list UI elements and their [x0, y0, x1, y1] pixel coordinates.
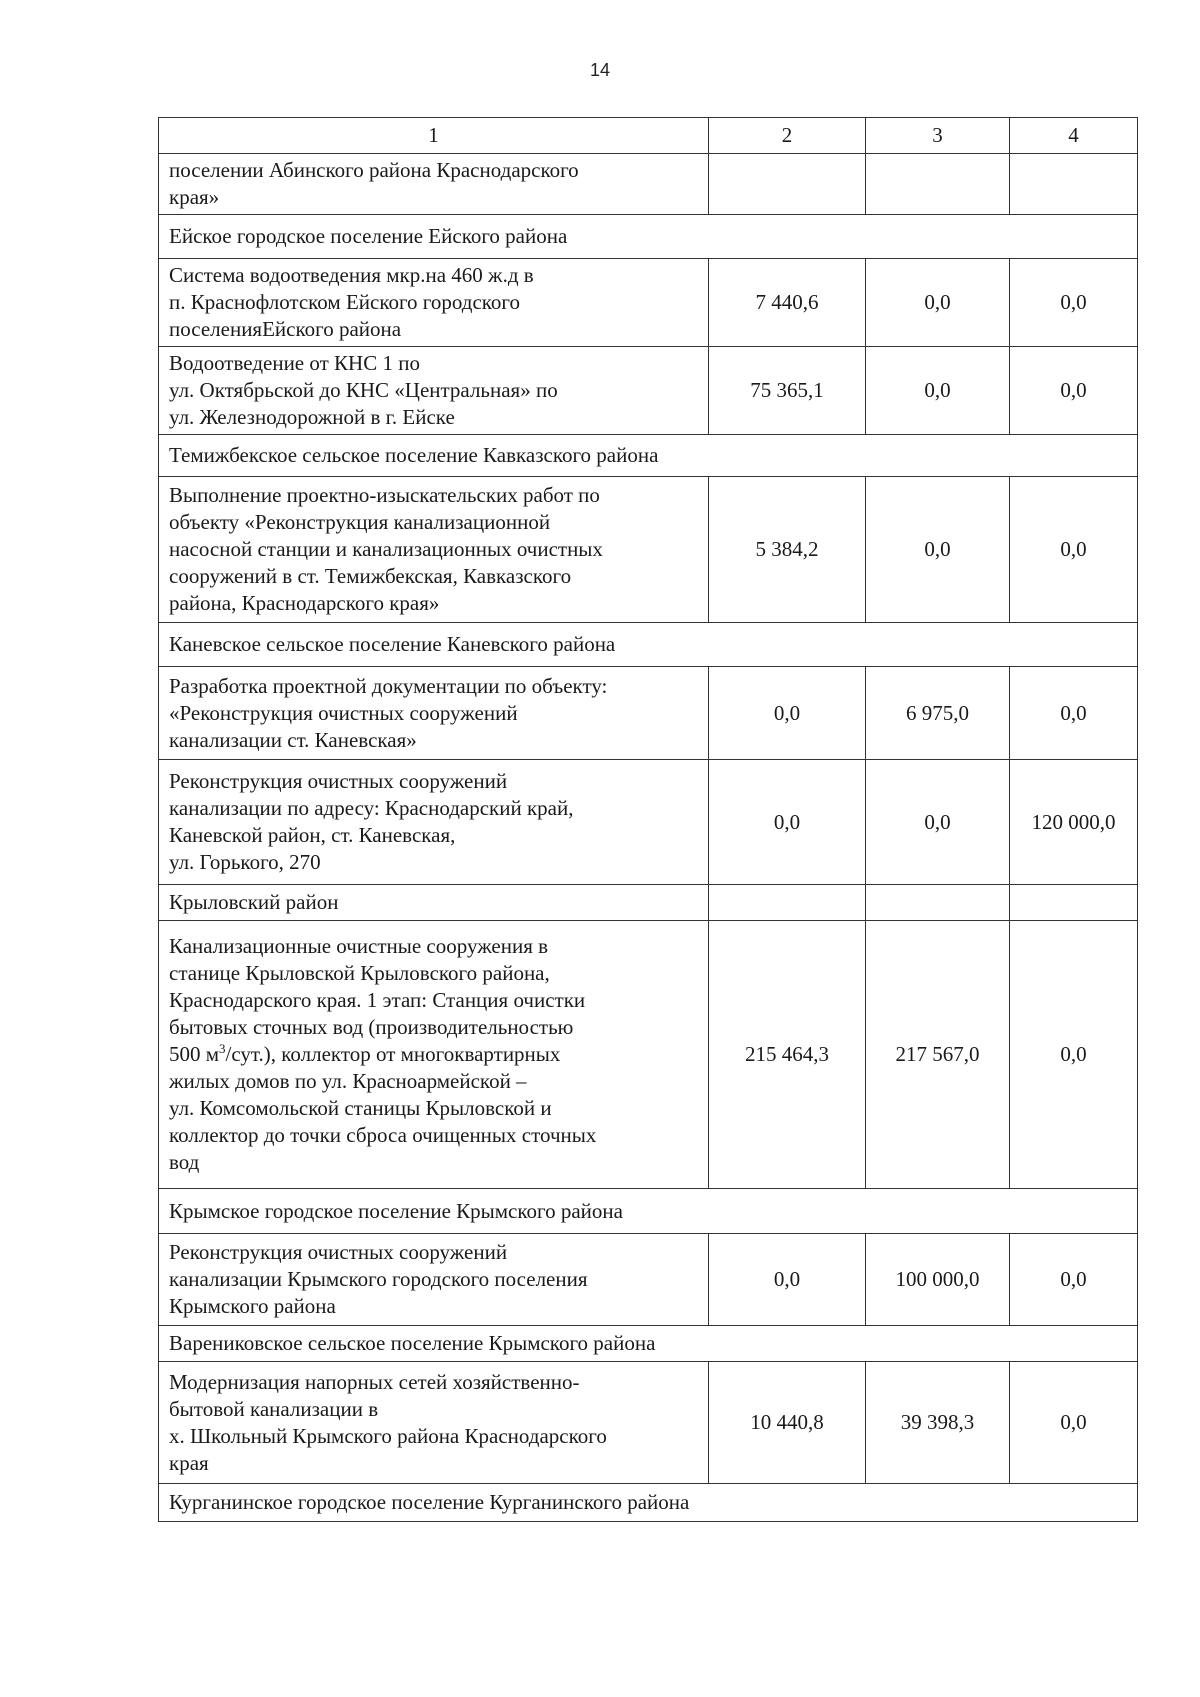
description-line: поселении Абинского района Краснодарского	[169, 158, 579, 182]
section-row	[159, 1326, 1138, 1362]
table-row	[159, 921, 1138, 1189]
description-line: Реконструкция очистных сооружений	[169, 769, 508, 793]
value-col-2: 75 365,1	[709, 347, 866, 435]
value-col-3: 217 567,0	[866, 921, 1010, 1189]
item-description	[159, 477, 709, 623]
description-line: бытовых сточных вод (производительностью	[169, 1015, 574, 1039]
value-col-3: 0,0	[866, 760, 1010, 885]
description-line: объекту «Реконструкция канализационной	[169, 510, 551, 534]
header-col-3: 3	[866, 118, 1010, 154]
section-title: Курганинское городское поселение Курганинского района	[159, 1484, 1138, 1522]
value-col-2: 10 440,8	[709, 1362, 866, 1484]
section-row	[159, 1189, 1138, 1234]
item-description	[159, 760, 709, 885]
header-row	[159, 118, 1138, 154]
description-line: 500 $м^3/сут$.), коллектор от многоквартирных	[169, 1041, 561, 1066]
value-col-3: 6 975,0	[866, 667, 1010, 760]
section-row	[159, 215, 1138, 259]
item-description	[159, 921, 709, 1189]
value-col-3: 39 398,3	[866, 1362, 1010, 1484]
description-line: ул. Горького, 270	[169, 850, 321, 874]
section-title: Варениковское сельское поселение Крымского района	[159, 1326, 1138, 1362]
header-col-2: 2	[709, 118, 866, 154]
section-title: Каневское сельское поселение Каневского района	[159, 623, 1138, 667]
item-description	[159, 347, 709, 435]
description-line: Разработка проектной документации по объекту:	[169, 673, 608, 698]
section-title: Ейское городское поселение Ейского района	[159, 215, 1138, 259]
section-title: Крыловский район	[159, 885, 709, 921]
value-col-4: 0,0	[1010, 921, 1138, 1189]
value-col-4	[1010, 154, 1138, 215]
description-line: канализации Крымского городского поселения	[169, 1267, 588, 1291]
section-title: Крымское городское поселение Крымского района	[159, 1189, 1138, 1234]
description-line: района, Краснодарского края»	[169, 591, 440, 615]
description-line: станице Крыловской Крыловского района,	[169, 961, 550, 985]
item-description	[159, 1362, 709, 1484]
description-line: края»	[169, 185, 220, 209]
item-description	[159, 259, 709, 347]
description-line: Каневской район, ст. Каневская,	[169, 823, 456, 847]
description-line: Модернизация напорных сетей хозяйственно-	[169, 1369, 580, 1394]
description-line: жилых домов по ул. Красноармейской –	[169, 1069, 527, 1093]
table-row	[159, 667, 1138, 760]
value-col-4: 0,0	[1010, 667, 1138, 760]
section-row	[159, 435, 1138, 477]
description-line: края	[169, 1450, 209, 1475]
section-row	[159, 1484, 1138, 1522]
table-row	[159, 477, 1138, 623]
table-row	[159, 1362, 1138, 1484]
value-col-4: 0,0	[1010, 1234, 1138, 1326]
item-description	[159, 154, 709, 215]
description-line: Реконструкция очистных сооружений	[169, 1240, 508, 1264]
value-col-2: 5 384,2	[709, 477, 866, 623]
header-col-4: 4	[1010, 118, 1138, 154]
value-col-3: 0,0	[866, 477, 1010, 623]
section-row	[159, 623, 1138, 667]
section-title: Темижбекское сельское поселение Кавказского района	[159, 435, 1138, 477]
value-col-4: 0,0	[1010, 1362, 1138, 1484]
value-col-4: 0,0	[1010, 259, 1138, 347]
table-row	[159, 259, 1138, 347]
description-line: бытовой канализации в	[169, 1396, 379, 1421]
description-line: вод	[169, 1150, 200, 1174]
table-row	[159, 154, 1138, 215]
value-col-2: 215 464,3	[709, 921, 866, 1189]
description-line: насосной станции и канализационных очистных	[169, 537, 603, 561]
value-col-4: 0,0	[1010, 347, 1138, 435]
header-col-1: 1	[159, 118, 709, 154]
description-line: Выполнение проектно-изыскательских работ по	[169, 483, 600, 507]
description-line: Система водоотведения мкр.на 460 ж.д в	[169, 263, 534, 287]
description-line: п. Краснофлотском Ейского городского	[169, 290, 521, 314]
item-description	[159, 1234, 709, 1326]
table-row	[159, 347, 1138, 435]
value-col-2: 0,0	[709, 667, 866, 760]
empty-cell	[866, 885, 1010, 921]
description-line: поселенияЕйского района	[169, 317, 402, 341]
description-line: коллектор до точки сброса очищенных сточных	[169, 1123, 597, 1147]
value-col-2	[709, 154, 866, 215]
value-col-3: 0,0	[866, 259, 1010, 347]
description-line: Крымского района	[169, 1294, 336, 1318]
description-line: х. Школьный Крымского района Краснодарского	[169, 1423, 607, 1448]
description-line: ул. Октябрьской до КНС «Центральная» по	[169, 378, 558, 402]
value-col-4: 120 000,0	[1010, 760, 1138, 885]
value-col-3: 100 000,0	[866, 1234, 1010, 1326]
table-row	[159, 760, 1138, 885]
description-line: ул. Железнодорожной в г. Ейске	[169, 405, 455, 429]
description-line: Канализационные очистные сооружения в	[169, 934, 549, 958]
section-row	[159, 885, 1138, 921]
description-line: ул. Комсомольской станицы Крыловской и	[169, 1096, 552, 1120]
description-line: «Реконструкция очистных сооружений	[169, 700, 518, 725]
page-number: 14	[589, 60, 611, 80]
description-line: канализации по адресу: Краснодарский край,	[169, 796, 574, 820]
empty-cell	[709, 885, 866, 921]
value-col-2: 0,0	[709, 760, 866, 885]
value-col-4: 0,0	[1010, 477, 1138, 623]
description-line: Краснодарского края. 1 этап: Станция очистки	[169, 988, 586, 1012]
table-body	[159, 118, 1138, 1522]
item-description	[159, 667, 709, 760]
description-line: Водоотведение от КНС 1 по	[169, 351, 420, 375]
description-line: канализации ст. Каневская»	[169, 727, 417, 752]
value-col-3: 0,0	[866, 347, 1010, 435]
description-line: сооружений в ст. Темижбекская, Кавказского	[169, 564, 572, 588]
value-col-2: 0,0	[709, 1234, 866, 1326]
value-col-2: 7 440,6	[709, 259, 866, 347]
value-col-3	[866, 154, 1010, 215]
empty-cell	[1010, 885, 1138, 921]
table-row	[159, 1234, 1138, 1326]
budget-table	[158, 117, 1138, 1522]
